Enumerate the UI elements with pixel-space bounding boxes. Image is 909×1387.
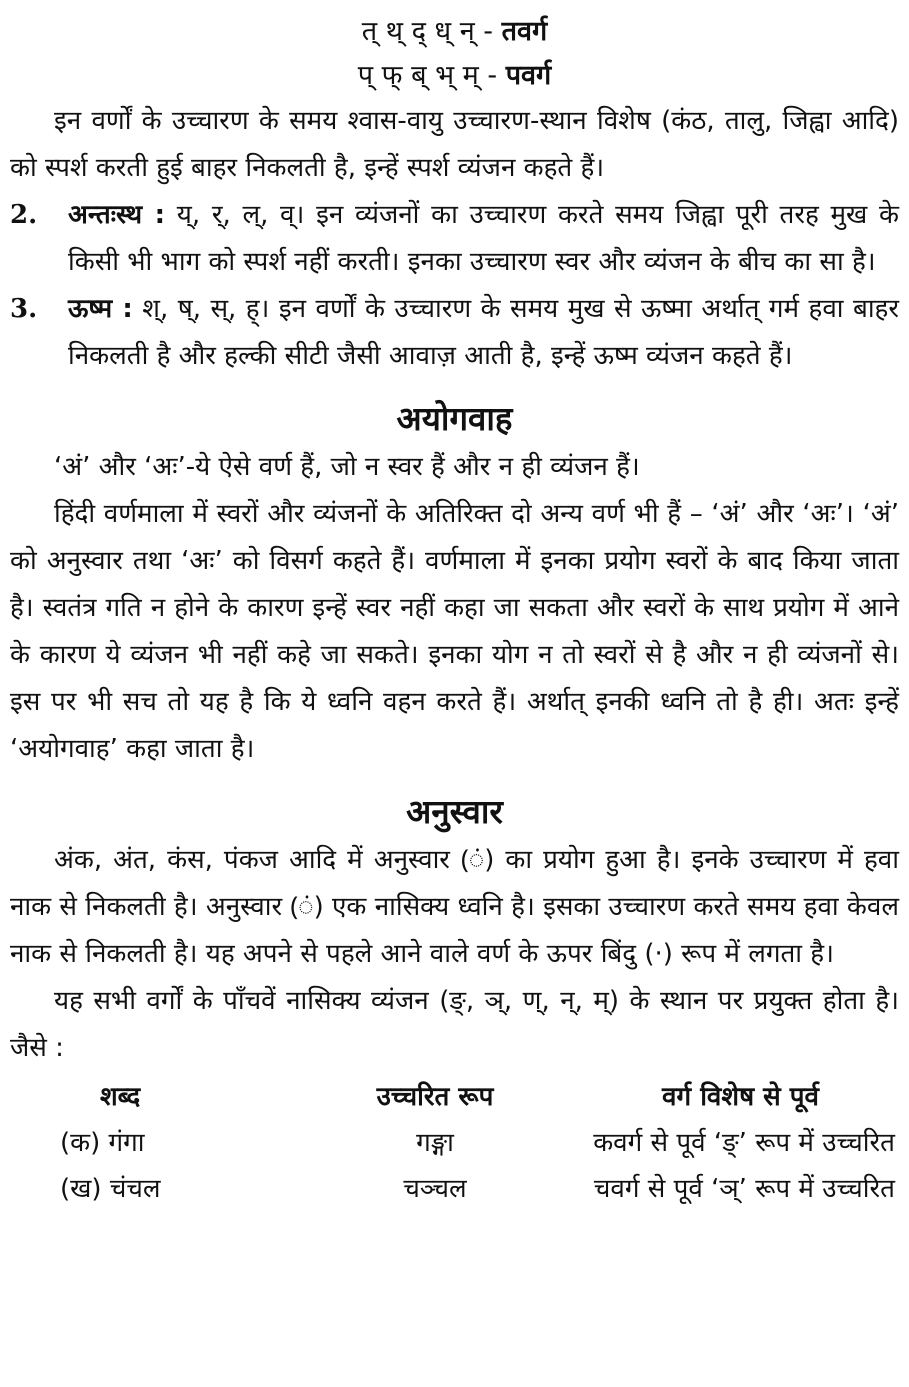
header-rule: वर्ग विशेष से पूर्व bbox=[662, 1082, 819, 1112]
tavarg-letters: त् थ् द् ध् न् - bbox=[361, 16, 502, 47]
ayogvah-heading: अयोगवाह bbox=[396, 399, 513, 438]
table-header-row bbox=[10, 1074, 899, 1120]
cell-rule: चवर्ग से पूर्व ‘ञ्’ रूप में उच्चरित bbox=[593, 1174, 895, 1204]
item-number: 3. bbox=[10, 294, 38, 324]
ayogvah-paragraph-2: हिंदी वर्णमाला में स्वरों और व्यंजनों के अतिरिक्त दो अन्य वर्ण भी हैं – ‘अं’ और ‘अः’। ‘अं’ को अनुस्वार तथा ‘अः’ को विसर्ग कहते हैं। वर्णमाला में इनका प्रयोग स्वरों के बाद किया जाता है। स्वतंत्र गति न होने के कारण इन्हें स्वर नहीं कहा जा सकता और स्वरों के साथ प्रयोग में आने के कारण ये व्यंजन भी नहीं कहे जा सकते। इनका योग न तो स्वरों से है और न ही व्यंजनों से। इस पर भी सच तो यह है कि ये ध्वनि वहन करते हैं। अर्थात् इनकी ध्वनि तो है ही। अतः इन्हें ‘अयोगवाह’ कहा जाता है। bbox=[10, 499, 899, 764]
ayogvah-paragraph-1: ‘अं’ और ‘अः’-ये ऐसे वर्ण हैं, जो न स्वर हैं और न ही व्यंजन हैं। bbox=[54, 452, 640, 482]
anusvar-heading: अनुस्वार bbox=[406, 792, 503, 831]
cell-spoken: गङ्गा bbox=[416, 1128, 454, 1158]
table-row bbox=[10, 1166, 899, 1212]
item-number: 2. bbox=[10, 200, 38, 230]
item-antahstha bbox=[10, 192, 899, 286]
anusvar-paragraph-1: अंक, अंत, कंस, पंकज आदि में अनुस्वार (ं) का प्रयोग हुआ है। इनके उच्चारण में हवा नाक से निकलती है। अनुस्वार (ं) एक नासिक्य ध्वनि है। इसका उच्चारण करते समय हवा केवल नाक से निकलती है। यह अपने से पहले आने वाले वर्ण के ऊपर बिंदु (·) रूप में लगता है। bbox=[10, 845, 899, 969]
item-term: ऊष्म : bbox=[68, 294, 133, 324]
tavarg-line bbox=[10, 10, 899, 54]
table-row bbox=[10, 1120, 899, 1166]
item-text: य्, र्, ल्, व्। इन व्यंजनों का उच्चारण करते समय जिह्वा पूरी तरह मुख के किसी भी भाग को स्पर्श नहीं करती। इनका उच्चारण स्वर और व्यंजन के बीच का सा है। bbox=[68, 200, 900, 277]
cell-word: (क) गंगा bbox=[60, 1128, 145, 1158]
item-ushm bbox=[10, 286, 899, 380]
tavarg-name: तवर्ग bbox=[501, 16, 548, 47]
example-table bbox=[10, 1074, 899, 1212]
pavarg-letters: प् फ् ब् भ् म् - bbox=[357, 60, 506, 91]
sparsh-paragraph: इन वर्णों के उच्चारण के समय श्वास-वायु उच्चारण-स्थान विशेष (कंठ, तालु, जिह्वा आदि) को स्पर्श करती हुई बाहर निकलती है, इन्हें स्पर्श व्यंजन कहते हैं। bbox=[10, 106, 899, 183]
pavarg-name: पवर्ग bbox=[505, 60, 552, 91]
header-spoken: उच्चरित रूप bbox=[376, 1082, 494, 1112]
item-term: अन्तःस्थ : bbox=[68, 200, 166, 230]
pavarg-line bbox=[10, 54, 899, 98]
header-word: शब्द bbox=[100, 1082, 141, 1112]
cell-rule: कवर्ग से पूर्व ‘ङ्’ रूप में उच्चरित bbox=[593, 1128, 895, 1158]
item-text: श्, ष्, स्, ह्। इन वर्णों के उच्चारण के समय मुख से ऊष्मा अर्थात् गर्म हवा बाहर निकलती है और हल्की सीटी जैसी आवाज़ आती है, इन्हें ऊष्म व्यंजन कहते हैं। bbox=[68, 294, 899, 371]
cell-spoken: चञ्चल bbox=[403, 1174, 467, 1204]
anusvar-paragraph-2: यह सभी वर्गों के पाँचवें नासिक्य व्यंजन (ङ्, ञ्, ण्, न्, म्) के स्थान पर प्रयुक्त होता है। जैसे : bbox=[10, 986, 899, 1063]
cell-word: (ख) चंचल bbox=[60, 1174, 161, 1204]
